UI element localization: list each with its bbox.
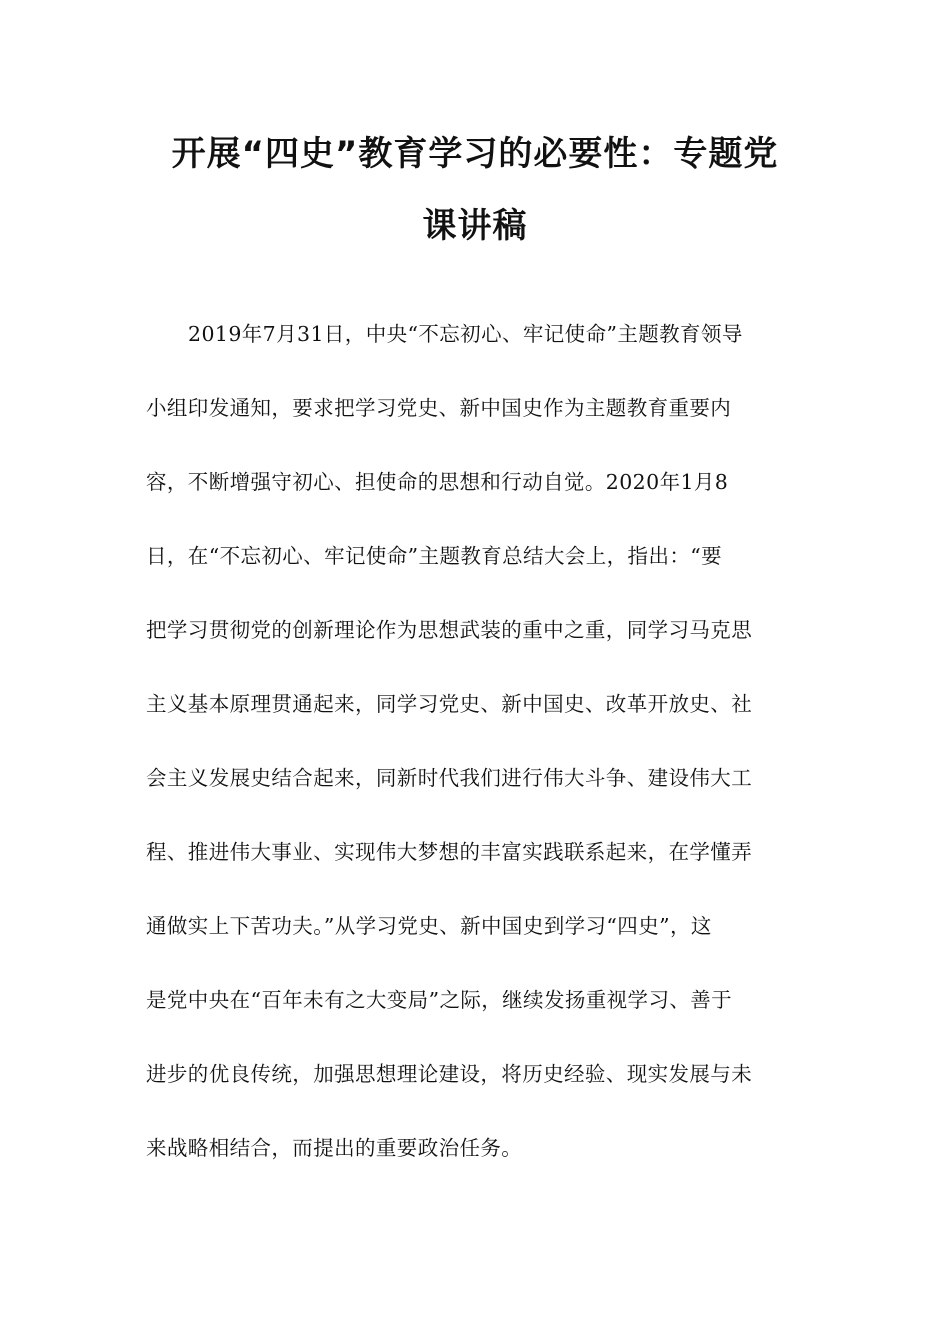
paragraph-line: 小组印发通知，要求把学习党史、新中国史作为主题教育重要内: [146, 396, 732, 420]
paragraph-line: 日，在“不忘初心、牢记使命”主题教育总结大会上，指出：“要: [146, 544, 723, 568]
paragraph-line: 主义基本原理贯通起来，同学习党史、新中国史、改革开放史、社: [146, 692, 753, 716]
paragraph-line: 2019年7月31日，中央“不忘初心、牢记使命”主题教育领导: [188, 322, 743, 346]
document-title: [0, 118, 950, 244]
paragraph-line: 是党中央在“百年未有之大变局”之际，继续发扬重视学习、善于: [146, 988, 733, 1012]
paragraph-line: 会主义发展史结合起来，同新时代我们进行伟大斗争、建设伟大工: [146, 766, 753, 790]
paragraph-line: 来战略相结合，而提出的重要政治任务。: [146, 1136, 523, 1160]
paragraph-line: 程、推进伟大事业、实现伟大梦想的丰富实践联系起来，在学懂弄: [146, 840, 753, 864]
title-line-1: 开展“四史”教育学习的必要性：专题党: [171, 134, 779, 174]
paragraph-line: 进步的优良传统，加强思想理论建设，将历史经验、现实发展与未: [146, 1062, 753, 1086]
document-paragraph: [146, 312, 806, 1200]
title-line-2: 课讲稿: [422, 206, 528, 246]
paragraph-line: 把学习贯彻党的创新理论作为思想武装的重中之重，同学习马克思: [146, 618, 753, 642]
paragraph-line: 通做实上下苦功夫。”从学习党史、新中国史到学习“四史”，这: [146, 914, 712, 938]
paragraph-line: 容，不断增强守初心、担使命的思想和行动自觉。2020年1月8: [146, 470, 729, 494]
